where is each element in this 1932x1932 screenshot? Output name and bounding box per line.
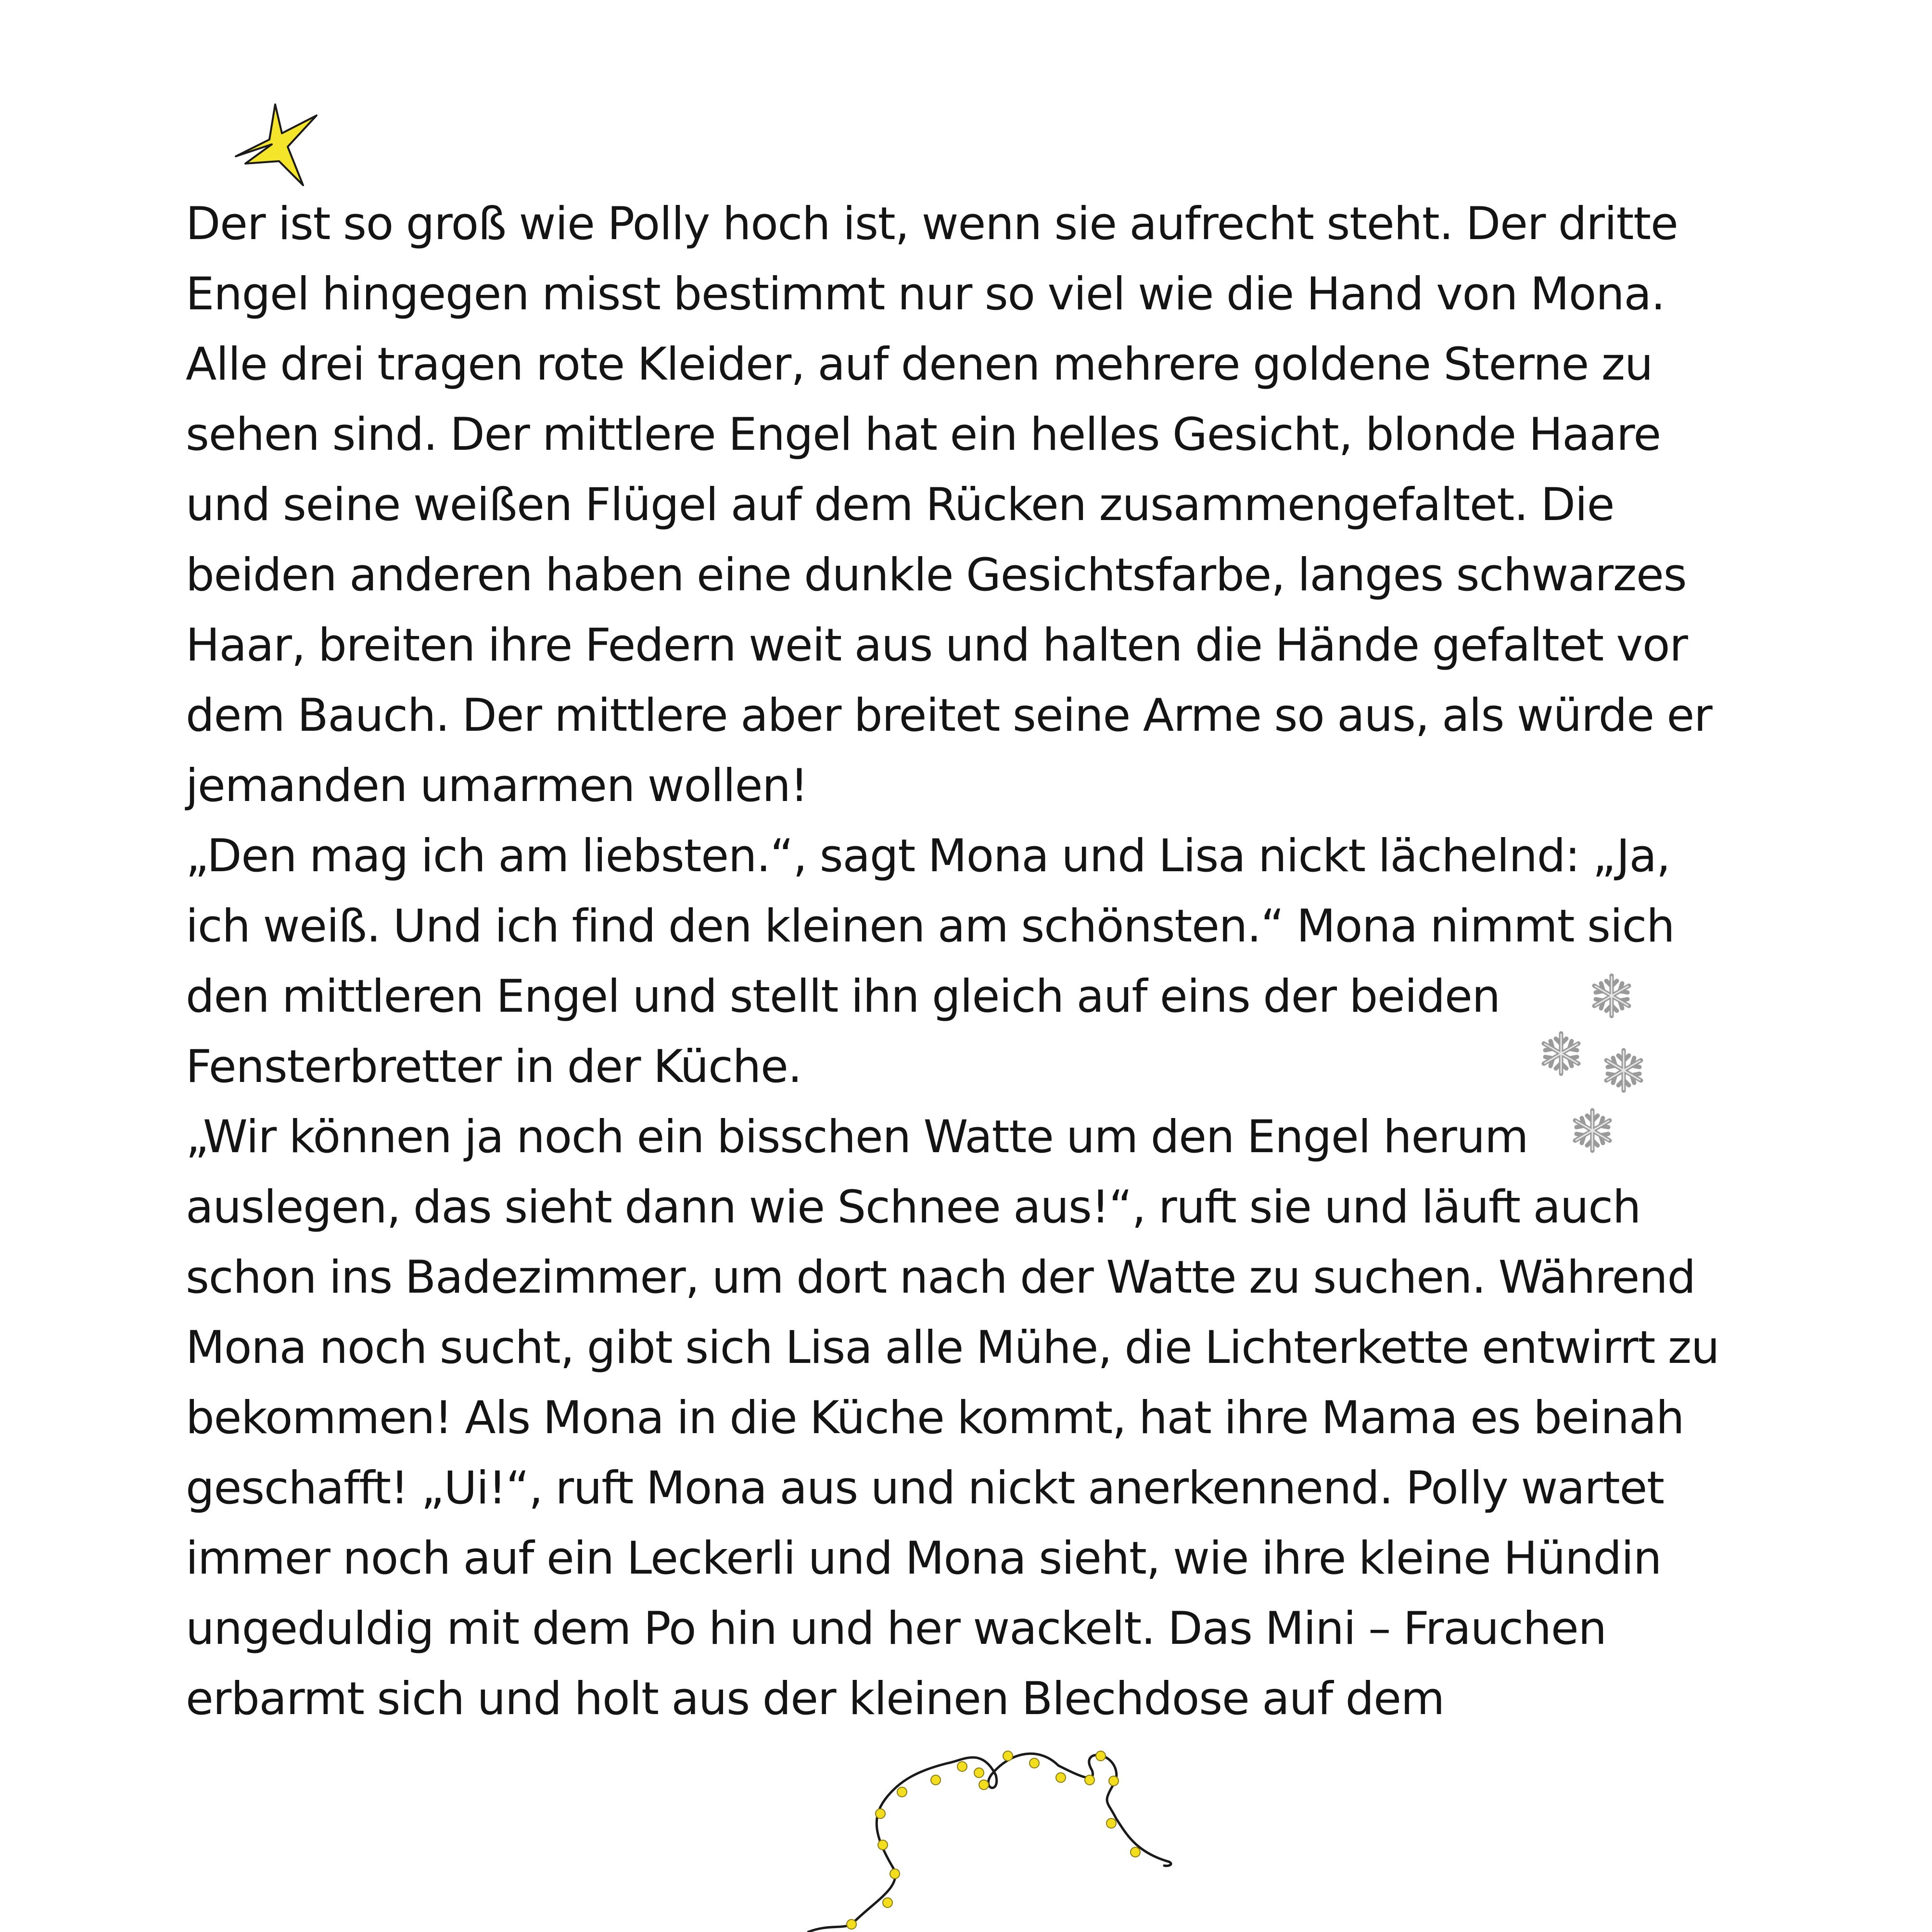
story-text [186,189,1773,1734]
text-line: Alle drei tragen rote Kleider, auf denen mehrere goldene Sterne zu [186,338,1653,391]
text-line: „Den mag ich am liebsten.“, sagt Mona und Lisa nickt lächelnd: „Ja, [186,830,1670,882]
text-line: sehen sind. Der mittlere Engel hat ein helles Gesicht, blonde Haare [186,408,1661,461]
text-line: beiden anderen haben eine dunkle Gesichtsfarbe, langes schwarzes [186,549,1687,601]
text-line: Haar, breiten ihre Federn weit aus und halten die Hände gefaltet vor [186,619,1688,672]
text-line: Fensterbretter in der Küche. [186,1041,802,1093]
text-line: jemanden umarmen wollen! [186,760,808,812]
text-line: und seine weißen Flügel auf dem Rücken zusammengefaltet. Die [186,479,1614,531]
text-line: Der ist so groß wie Polly hoch ist, wenn sie aufrecht steht. Der dritte [186,198,1678,250]
text-line: ungeduldig mit dem Po hin und her wackelt. Das Mini – Frauchen [186,1602,1606,1655]
text-line: immer noch auf ein Leckerli und Mona sieht, wie ihre kleine Hündin [186,1532,1662,1585]
string-lights-icon [789,1741,1193,1932]
text-line: geschafft! „Ui!“, ruft Mona aus und nickt anerkennend. Polly wartet [186,1462,1664,1514]
text-line: erbarmt sich und holt aus der kleinen Blechdose auf dem [186,1673,1445,1725]
text-line: schon ins Badezimmer, um dort nach der Watte zu suchen. Während [186,1251,1695,1304]
star-icon [231,99,327,195]
text-line: bekommen! Als Mona in die Küche kommt, hat ihre Mama es beinah [186,1392,1684,1444]
text-line: den mittleren Engel und stellt ihn gleich auf eins der beiden [186,970,1500,1023]
text-line: ich weiß. Und ich find den kleinen am schönsten.“ Mona nimmt sich [186,900,1675,953]
text-line: auslegen, das sieht dann wie Schnee aus!“, ruft sie und läuft auch [186,1181,1641,1233]
text-line: Mona noch sucht, gibt sich Lisa alle Mühe, die Lichterkette entwirrt zu [186,1322,1719,1374]
text-line: „Wir können ja noch ein bisschen Watte um den Engel herum [186,1111,1528,1163]
text-line: Engel hingegen misst bestimmt nur so viel wie die Hand von Mona. [186,268,1665,320]
text-line: dem Bauch. Der mittlere aber breitet seine Arme so aus, als würde er [186,689,1712,742]
